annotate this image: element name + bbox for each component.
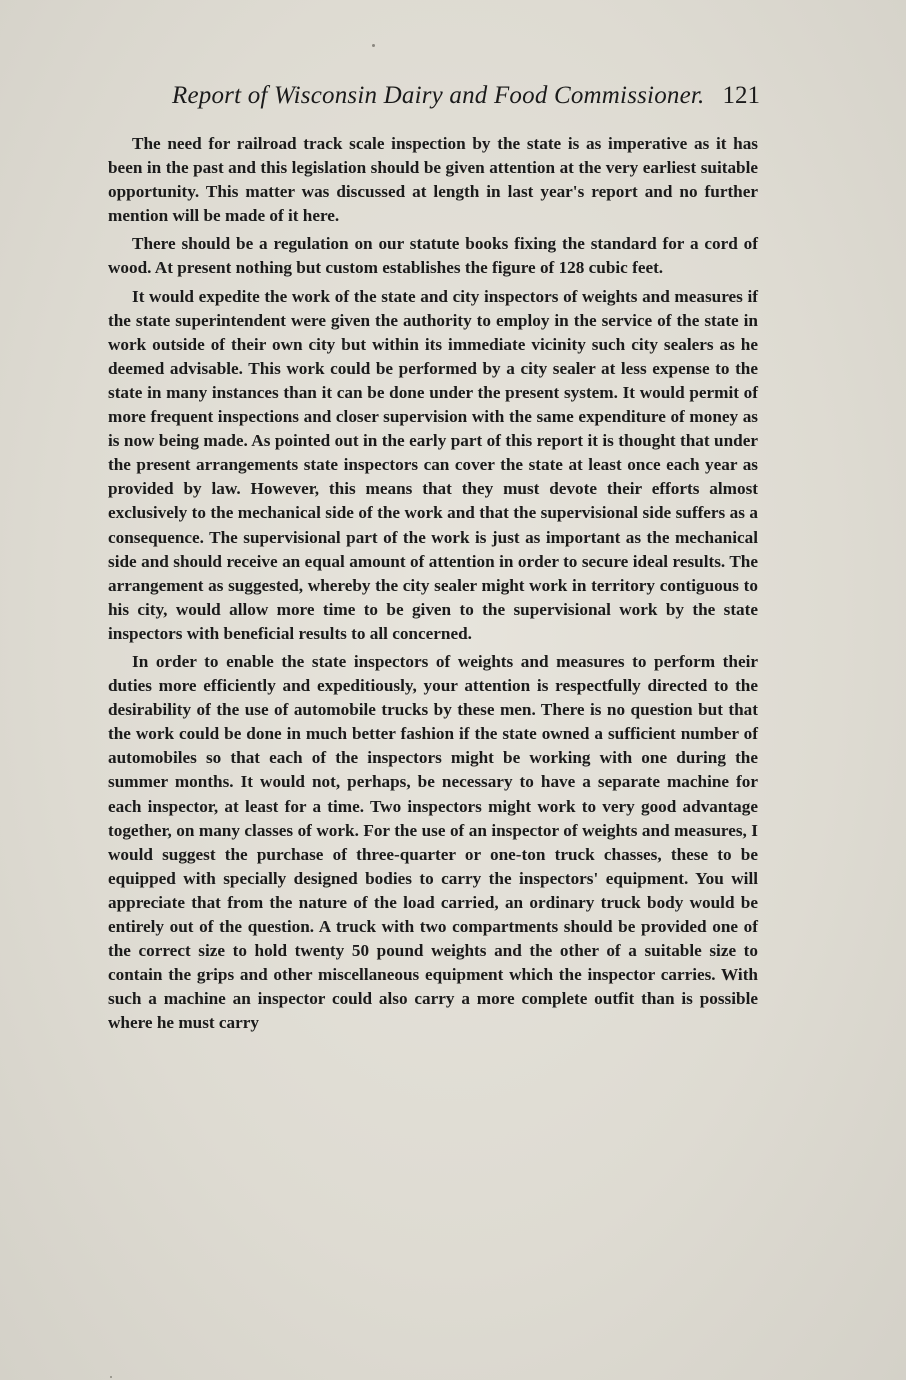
page-number: 121: [722, 82, 760, 109]
paragraph-cord-of-wood: There should be a regulation on our statute books fixing the standard for a cord of wood. At present nothing but custom establishes the figure of 128 cubic feet.: [108, 234, 758, 278]
body-text: [108, 132, 758, 1039]
running-title: Report of Wisconsin Dairy and Food Commissioner.: [172, 82, 705, 109]
paper-speck: [110, 1376, 112, 1378]
paper-speck: [372, 44, 375, 47]
paragraph-city-sealers: It would expedite the work of the state and city inspectors of weights and measures if the state superintendent were given the authority to employ in the service of the state in work outside of their own city but within its immediate vicinity such city sealers as he deemed advisable. This work could be performed by a city sealer at less expense to the state in many instances than it can be done under the present system. It would permit of more frequent inspections and closer supervision with the same expenditure of money as is now being made. As pointed out in the early part of this report it is thought that under the present arrangements state inspectors can cover the state at least once each year as provided by law. However, this means that they must devote their efforts almost exclusively to the mechanical side of the work and that the supervisional side suffers as a consequence. The supervisional part of the work is just as important as the mechanical side and should receive an equal amount of attention in order to secure ideal results. The arrangement as suggested, whereby the city sealer might work in territory contiguous to his city, would allow more time to be given to the supervisional work by the state inspectors with beneficial results to all concerned.: [108, 286, 758, 643]
paragraph-track-scale-inspection: The need for railroad track scale inspection by the state is as imperative as it has been in the past and this legislation should be given attention at the very earliest suitable opportunity. This matter was discussed at length in last year's report and no further mention will be made of it here.: [108, 134, 758, 226]
paragraph-automobile-trucks: In order to enable the state inspectors of weights and measures to perform their duties more efficiently and expeditiously, your attention is respectfully directed to the desirability of the use of automobile trucks by these men. There is no question but that the work could be done in much better fashion if the state owned a sufficient number of automobiles so that each of the inspectors might be working with one during the summer months. It would not, perhaps, be necessary to have a separate machine for each inspector, at least for a time. Two inspectors might work to very good advantage together, on many classes of work. For the use of an inspector of weights and measures, I would suggest the purchase of three-quarter or one-ton truck chasses, these to be equipped with specially designed bodies to carry the inspectors' equipment. You will appreciate that from the nature of the load carried, an ordinary truck body would be entirely out of the question. A truck with two compartments should be provided one of the correct size to hold twenty 50 pound weights and the other of a suitable size to contain the grips and other miscellaneous equipment which the inspector carries. With such a machine an inspector could also carry a more complete outfit than is possible where he must carry: [108, 651, 758, 1033]
page-header: [172, 78, 760, 114]
